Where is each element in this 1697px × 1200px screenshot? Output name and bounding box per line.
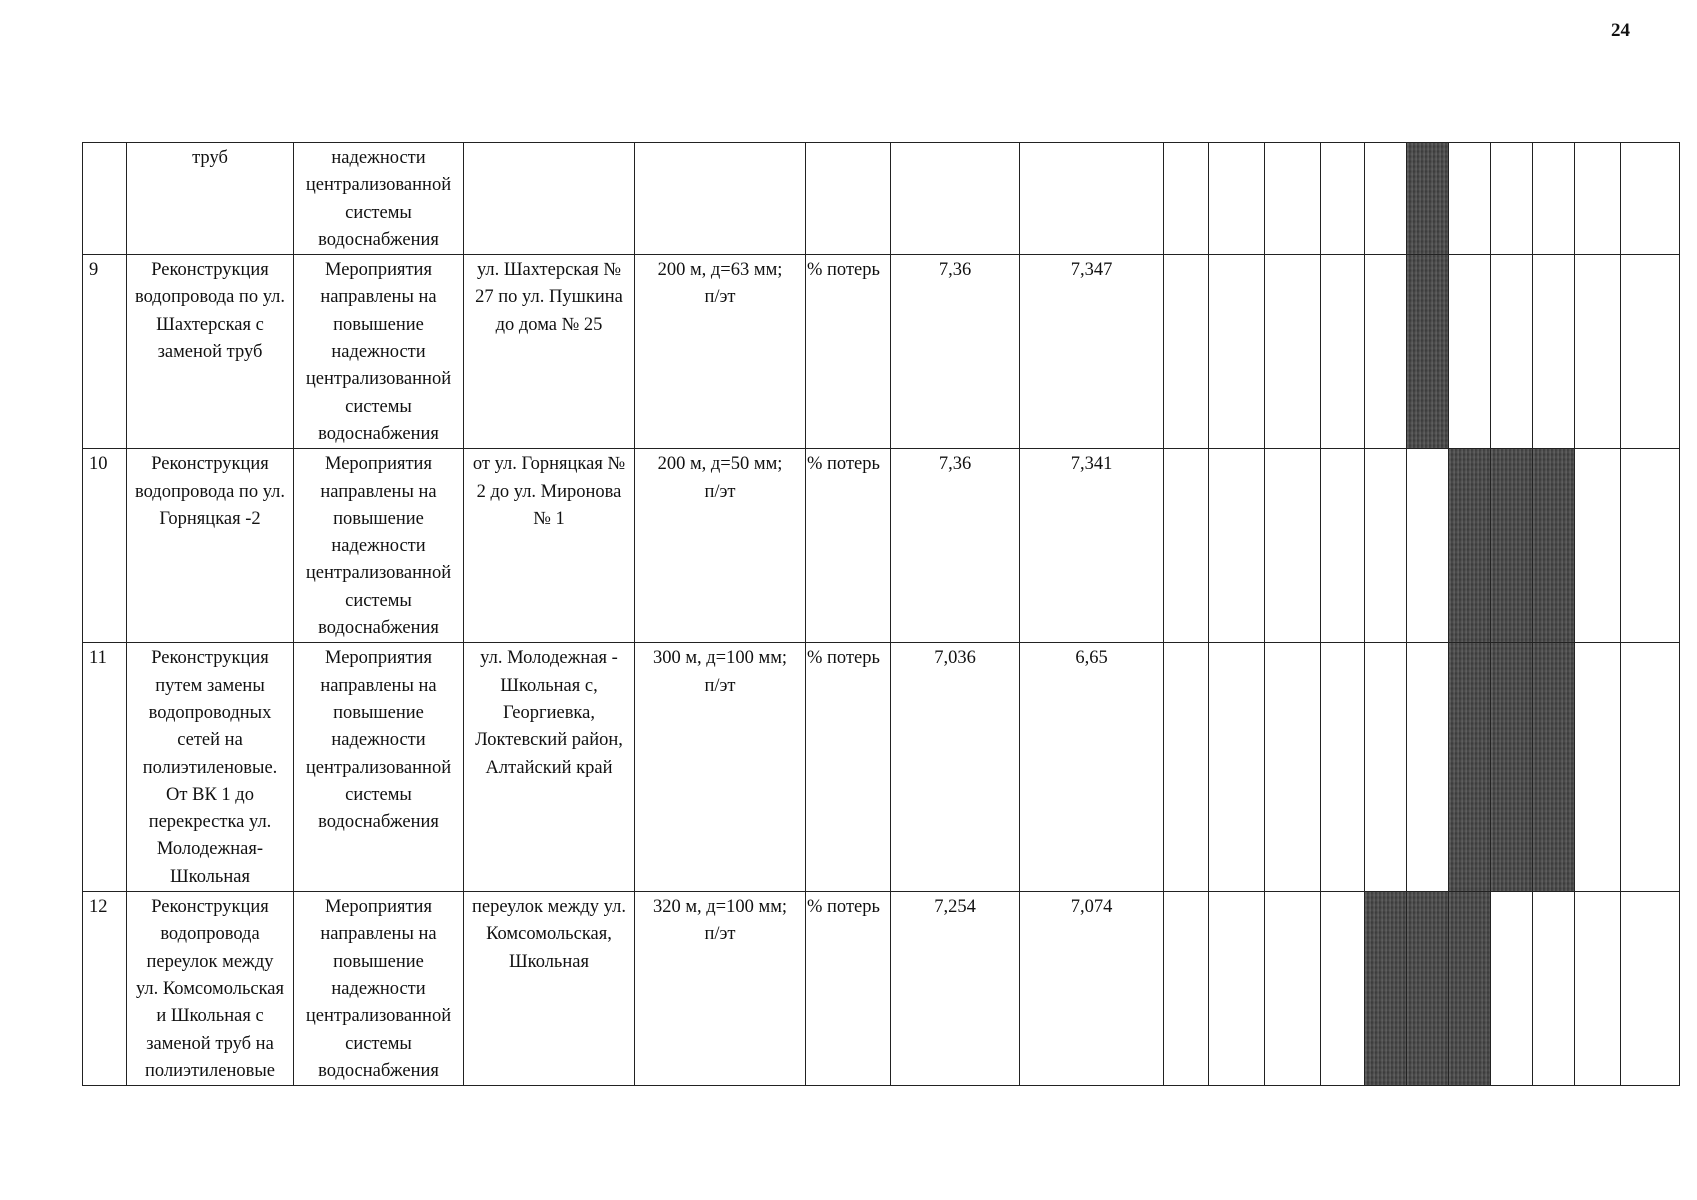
schedule-cell [1407,643,1449,892]
cell-line: системы [345,784,412,805]
value-after-cell: 7,074 [1020,892,1164,1086]
cell-line: водопровода по ул. [134,287,286,308]
cell-line: полиэтиленовые [145,1060,275,1081]
cell-line: надежности [331,148,426,168]
cell-line: Школьная [169,866,250,887]
cell-line: Молодежная- [156,839,264,860]
schedule-cell [1491,892,1533,1086]
measure-name-cell [127,892,294,1086]
schedule-cell-filled [1407,143,1449,255]
indicator-cell: % потерь [806,449,891,643]
cell-line: Комсомольская, [486,924,612,945]
schedule-cell [1209,255,1265,449]
parameters-cell [635,449,806,643]
cell-line: Георгиевка, [503,702,595,723]
schedule-cell [1265,449,1321,643]
cell-line: централизованной [305,175,452,196]
cell-line: централизованной [305,757,452,778]
cell-line: повышение [333,951,424,972]
cell-line: Школьная [508,951,589,972]
schedule-cell [1321,643,1365,892]
schedule-cell [1621,449,1680,643]
measure-purpose-cell [294,449,464,643]
cell-line: водоснабжения [318,1060,439,1081]
cell-line: заменой труб [157,342,263,363]
location-cell [464,449,635,643]
table-row [83,643,1680,892]
cell-line: водоснабжения [318,618,439,639]
value-after-cell: 7,341 [1020,449,1164,643]
location-cell [464,143,635,255]
schedule-cell [1407,449,1449,643]
cell-line: п/эт [704,287,736,308]
indicator-cell: % потерь [806,892,891,1086]
measure-purpose-cell [294,143,464,255]
value-before-cell: 7,254 [891,892,1020,1086]
schedule-cell [1533,892,1575,1086]
cell-line: и Школьная с [156,1006,264,1027]
cell-line: заменой труб на [146,1033,274,1054]
table-row [83,449,1680,643]
cell-line: труб [192,148,228,168]
schedule-cell-filled [1533,643,1575,892]
cell-line: Горняцкая -2 [159,508,261,529]
schedule-cell [1164,255,1209,449]
cell-line: Мероприятия [325,648,432,669]
parameters-cell [635,892,806,1086]
measure-purpose-cell [294,255,464,449]
measure-purpose-cell [294,643,464,892]
measure-name-cell [127,449,294,643]
cell-line: надежности [331,730,426,751]
location-cell [464,892,635,1086]
schedule-cell [1365,143,1407,255]
schedule-cell-filled [1449,449,1491,643]
schedule-cell [1449,255,1491,449]
schedule-cell [1365,449,1407,643]
schedule-cell [1209,892,1265,1086]
schedule-cell [1533,143,1575,255]
schedule-cell-filled [1449,892,1491,1086]
cell-line: системы [345,590,412,611]
cell-line: Школьная с, [500,675,598,696]
parameters-cell [635,255,806,449]
indicator-cell [806,143,891,255]
schedule-cell [1321,892,1365,1086]
cell-line: Реконструкция [151,260,269,281]
row-number-cell [83,143,127,255]
measure-name-cell [127,255,294,449]
measure-name-cell [127,143,294,255]
table-row [83,255,1680,449]
cell-line: направлены на [320,675,437,696]
location-cell [464,643,635,892]
row-number-cell: 9 [83,255,127,449]
row-number-cell: 11 [83,643,127,892]
cell-line: водоснабжения [318,423,439,444]
schedule-cell [1321,143,1365,255]
schedule-cell [1265,892,1321,1086]
cell-line: направлены на [320,481,437,502]
cell-line: 200 м, д=50 мм; [657,454,783,475]
cell-line: ул. Комсомольская [135,978,285,999]
schedule-cell [1533,255,1575,449]
cell-line: п/эт [704,924,736,945]
cell-line: Шахтерская с [156,314,264,335]
cell-line: направлены на [320,924,437,945]
cell-line: Мероприятия [325,260,432,281]
schedule-cell [1209,643,1265,892]
schedule-cell [1365,643,1407,892]
value-before-cell [891,143,1020,255]
cell-line: системы [345,1033,412,1054]
schedule-cell-filled [1449,643,1491,892]
cell-line: централизованной [305,563,452,584]
schedule-cell [1491,143,1533,255]
cell-line: водоснабжения [318,812,439,833]
location-cell [464,255,635,449]
cell-line: Мероприятия [325,454,432,475]
schedule-cell [1575,892,1621,1086]
schedule-cell [1575,449,1621,643]
cell-line: системы [345,202,412,223]
cell-line: № 1 [533,508,565,529]
schedule-cell-filled [1491,643,1533,892]
cell-line: путем замены [155,675,265,696]
cell-line: Реконструкция [151,897,269,918]
cell-line: 2 до ул. Миронова [476,481,622,502]
cell-line: Реконструкция [151,454,269,475]
cell-line: сетей на [177,730,243,751]
cell-line: направлены на [320,287,437,308]
cell-line: повышение [333,702,424,723]
cell-line: повышение [333,508,424,529]
schedule-cell [1621,143,1680,255]
cell-line: водопроводных [148,702,272,723]
cell-line: От ВК 1 до [166,784,254,805]
cell-line: ул. Шахтерская № [476,260,622,281]
measures-table [82,142,1680,1086]
page-number: 24 [1611,20,1630,41]
cell-line: п/эт [704,675,736,696]
measure-name-cell [127,643,294,892]
cell-line: надежности [331,978,426,999]
measure-purpose-cell [294,892,464,1086]
cell-line: переулок между [146,951,274,972]
schedule-cell [1164,643,1209,892]
schedule-cell [1265,643,1321,892]
row-number-cell: 10 [83,449,127,643]
indicator-cell: % потерь [806,255,891,449]
row-number-cell: 12 [83,892,127,1086]
table-row [83,143,1680,255]
cell-line: водопровода по ул. [134,481,286,502]
schedule-cell [1164,143,1209,255]
indicator-cell: % потерь [806,643,891,892]
parameters-cell [635,143,806,255]
cell-line: 27 по ул. Пушкина [475,287,623,308]
schedule-cell [1365,255,1407,449]
cell-line: Алтайский край [485,757,613,778]
schedule-cell [1209,143,1265,255]
cell-line: повышение [333,314,424,335]
parameters-cell [635,643,806,892]
cell-line: централизованной [305,1006,452,1027]
cell-line: 200 м, д=63 мм; [657,260,783,281]
value-after-cell: 6,65 [1020,643,1164,892]
cell-line: п/эт [704,481,736,502]
cell-line: 320 м, д=100 мм; [652,897,788,918]
schedule-cell [1164,892,1209,1086]
value-after-cell [1020,143,1164,255]
schedule-cell [1491,255,1533,449]
schedule-cell [1621,892,1680,1086]
cell-line: переулок между ул. [472,897,626,918]
cell-line: водоснабжения [318,229,439,250]
schedule-cell [1321,449,1365,643]
value-after-cell: 7,347 [1020,255,1164,449]
cell-line: от ул. Горняцкая № [472,454,626,475]
schedule-cell [1265,143,1321,255]
cell-line: полиэтиленовые. [142,757,278,778]
schedule-cell [1209,449,1265,643]
cell-line: до дома № 25 [495,314,603,335]
cell-line: надежности [331,536,426,557]
schedule-cell [1575,643,1621,892]
value-before-cell: 7,36 [891,255,1020,449]
schedule-cell-filled [1365,892,1407,1086]
schedule-cell [1621,255,1680,449]
schedule-cell [1621,643,1680,892]
schedule-cell [1575,255,1621,449]
cell-line: водопровода [160,924,260,945]
cell-line: системы [345,396,412,417]
schedule-cell-filled [1491,449,1533,643]
value-before-cell: 7,036 [891,643,1020,892]
cell-line: перекрестка ул. [148,812,272,833]
schedule-cell [1265,255,1321,449]
schedule-cell [1164,449,1209,643]
schedule-cell-filled [1407,255,1449,449]
schedule-cell [1449,143,1491,255]
cell-line: ул. Молодежная - [480,648,618,669]
schedule-cell-filled [1407,892,1449,1086]
schedule-cell [1575,143,1621,255]
cell-line: Локтевский район, [475,730,623,751]
cell-line: Мероприятия [325,897,432,918]
value-before-cell: 7,36 [891,449,1020,643]
cell-line: Реконструкция [151,648,269,669]
table-body [83,143,1680,1086]
schedule-cell [1321,255,1365,449]
table-row [83,892,1680,1086]
cell-line: надежности [331,342,426,363]
cell-line: централизованной [305,369,452,390]
schedule-cell-filled [1533,449,1575,643]
cell-line: 300 м, д=100 мм; [652,648,788,669]
